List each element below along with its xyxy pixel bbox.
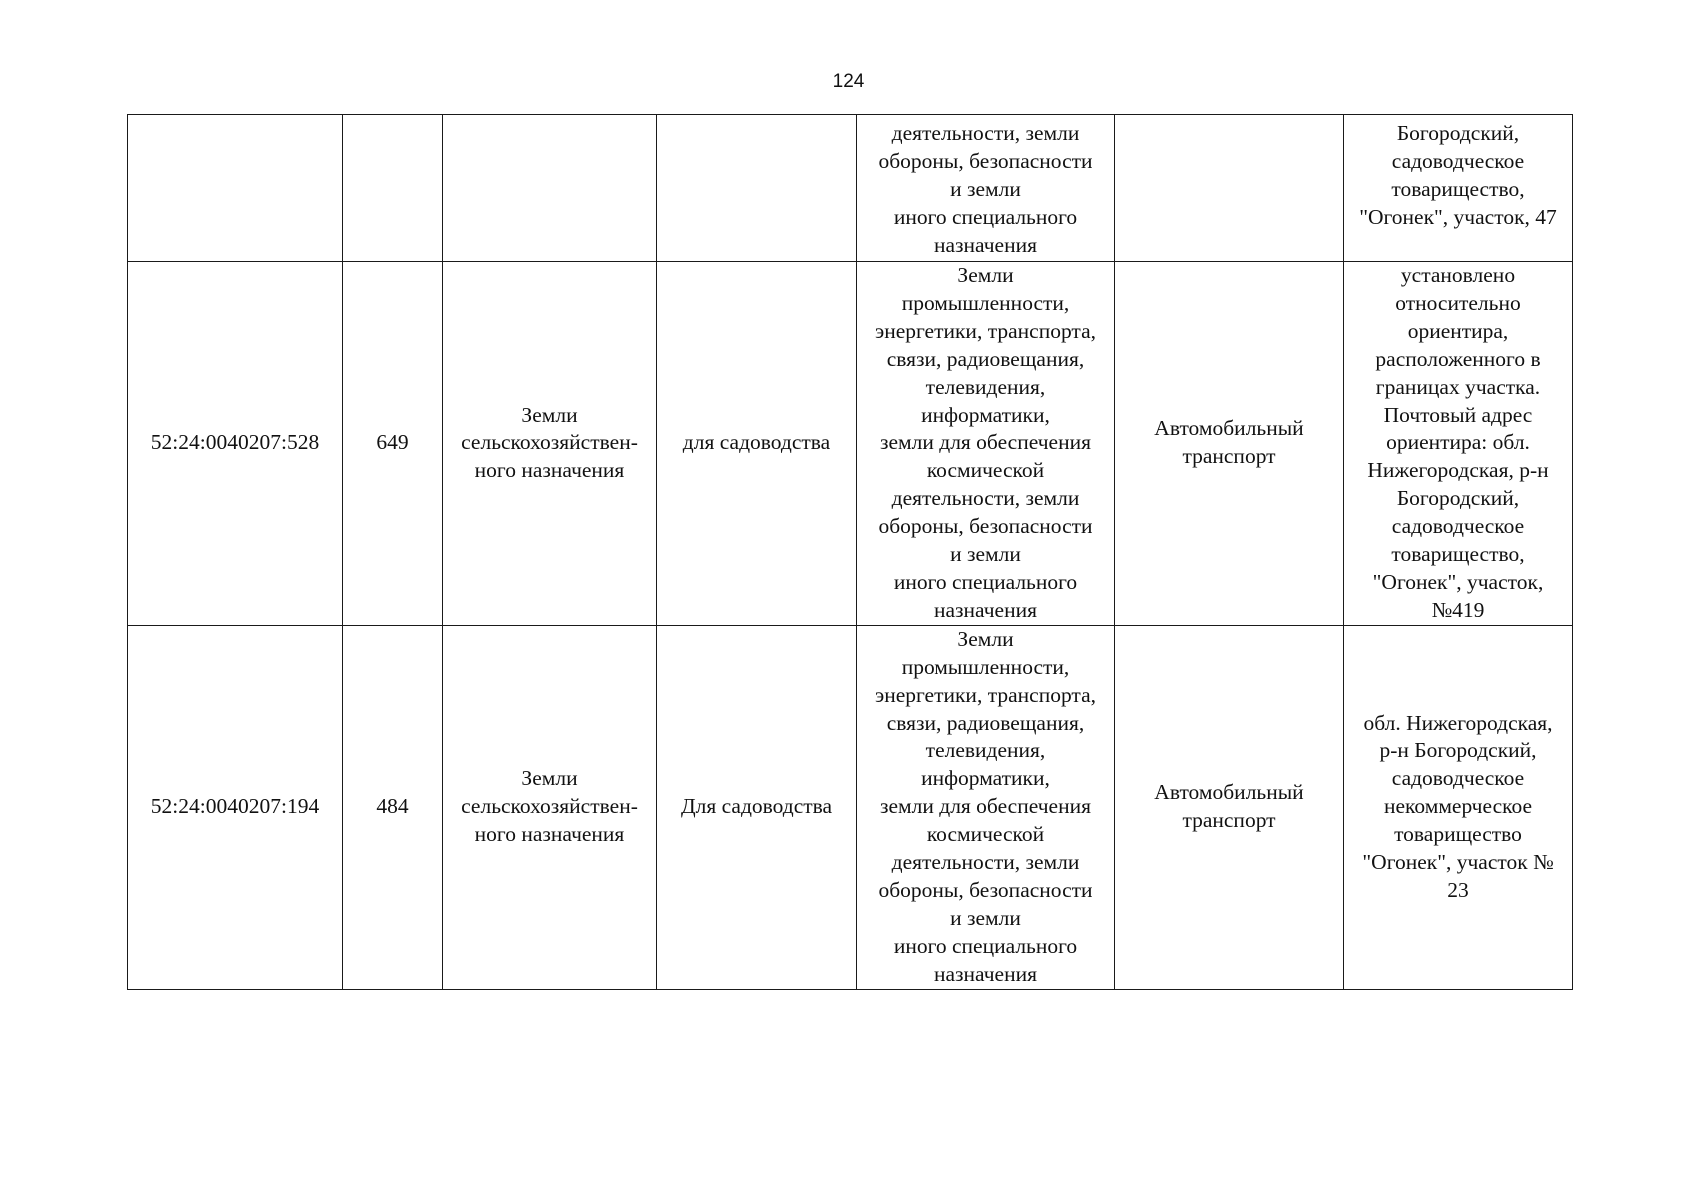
page-number: 124 <box>832 71 865 92</box>
cadastral-number-cell: 52:24:0040207:194 <box>128 625 343 989</box>
address-cell: Богородский, садоводческое товарищество, "Огонек", участок, 47 <box>1344 115 1573 262</box>
transport-type-cell: Автомобильный транспорт <box>1115 262 1344 626</box>
zone-category-cell: деятельности, земли обороны, безопасности и земли иного специального назначения <box>857 115 1115 262</box>
table-row <box>128 262 1573 626</box>
area-cell: 484 <box>343 625 443 989</box>
land-category-cell <box>443 115 657 262</box>
land-plots-table <box>127 114 1573 990</box>
table-row <box>128 115 1573 262</box>
cadastral-number-cell: 52:24:0040207:528 <box>128 262 343 626</box>
permitted-use-cell: для садоводства <box>657 262 857 626</box>
zone-category-cell: Земли промышленности, энергетики, транспорта, связи, радиовещания, телевидения, информатики, земли для обеспечения космической деятельности, земли обороны, безопасности и земли иного специального назначения <box>857 262 1115 626</box>
transport-type-cell: Автомобильный транспорт <box>1115 625 1344 989</box>
cadastral-number-cell <box>128 115 343 262</box>
address-cell: установлено относительно ориентира, расположенного в границах участка. Почтовый адрес ориентира: обл. Нижегородская, р-н Богородский, садоводческое товарищество, "Огонек", участок, №419 <box>1344 262 1573 626</box>
land-category-cell: Земли сельскохозяйствен- ного назначения <box>443 625 657 989</box>
transport-type-cell <box>1115 115 1344 262</box>
zone-category-cell: Земли промышленности, энергетики, транспорта, связи, радиовещания, телевидения, информатики, земли для обеспечения космической деятельности, земли обороны, безопасности и земли иного специального назначения <box>857 625 1115 989</box>
area-cell <box>343 115 443 262</box>
area-cell: 649 <box>343 262 443 626</box>
permitted-use-cell: Для садоводства <box>657 625 857 989</box>
land-category-cell: Земли сельскохозяйствен- ного назначения <box>443 262 657 626</box>
permitted-use-cell <box>657 115 857 262</box>
table-row <box>128 625 1573 989</box>
address-cell: обл. Нижегородская, р-н Богородский, садоводческое некоммерческое товарищество "Огонек", участок № 23 <box>1344 625 1573 989</box>
